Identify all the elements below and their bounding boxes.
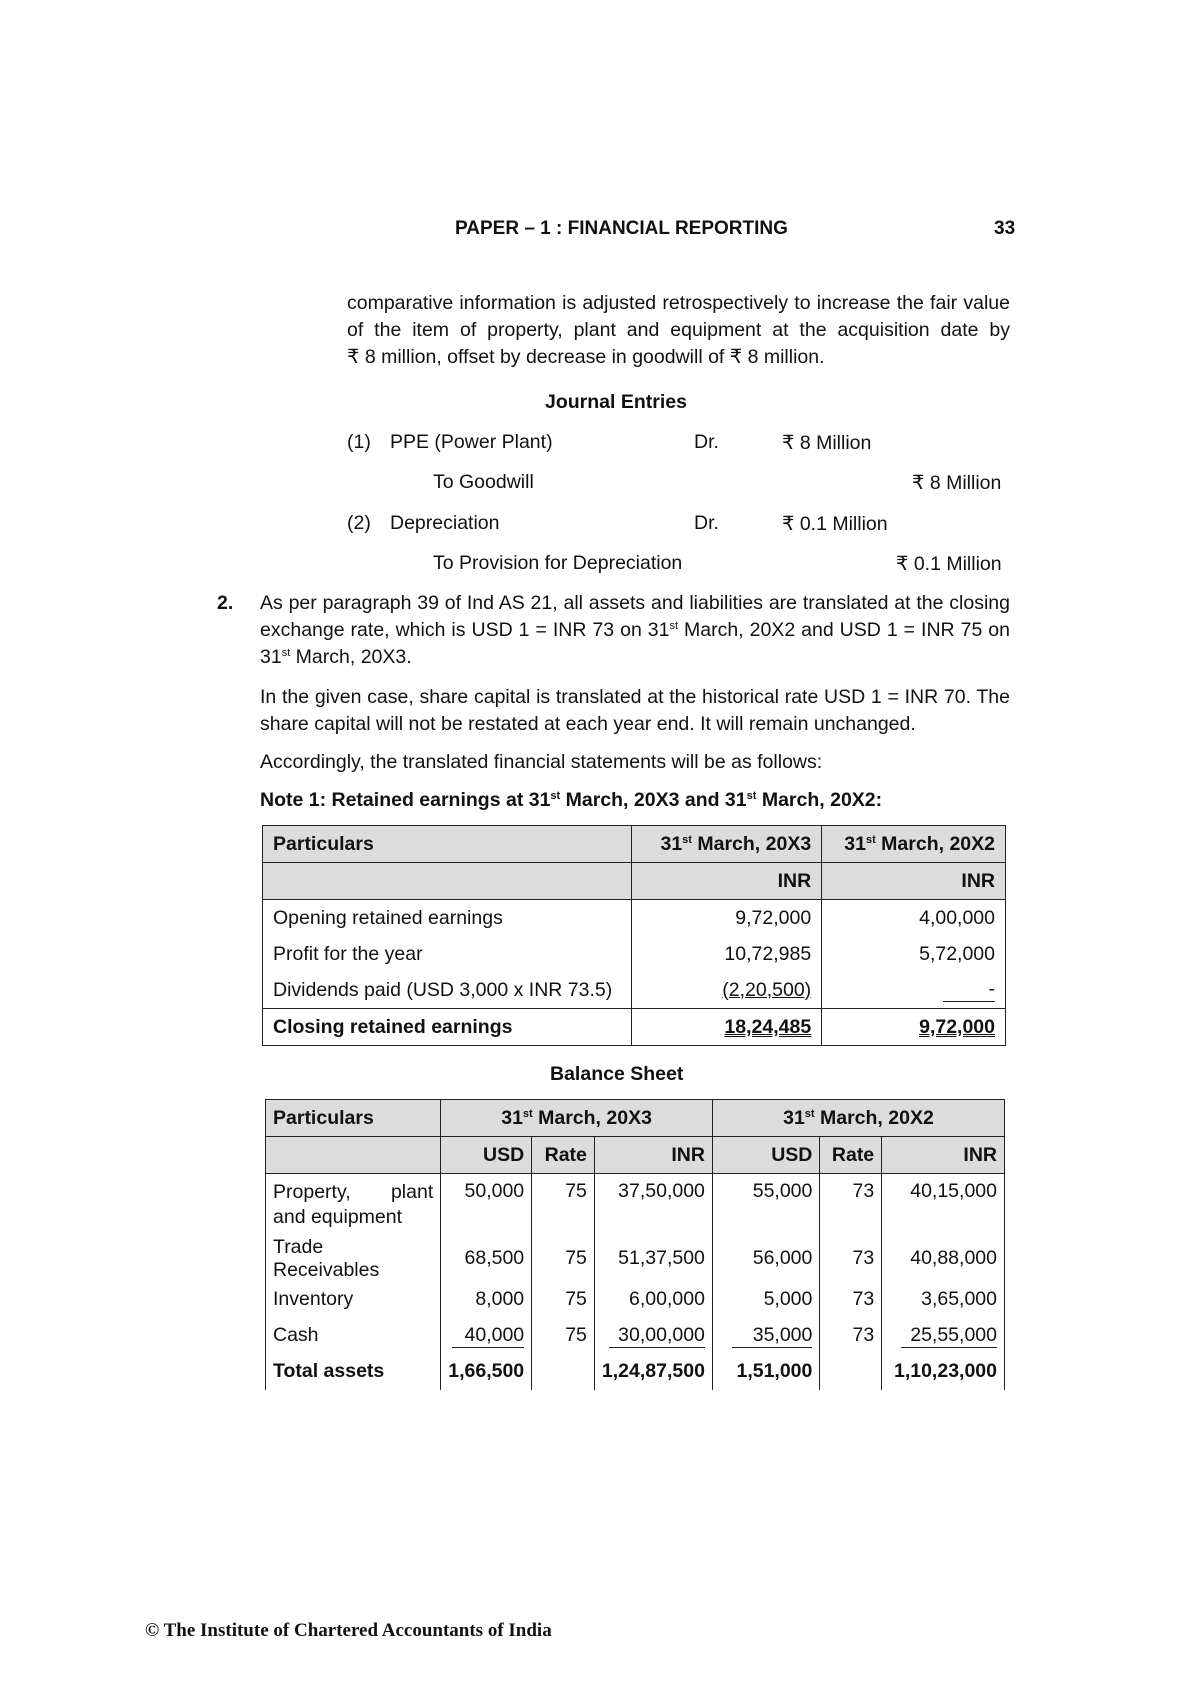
q2-line: As per paragraph 39 of Ind AS 21, all assets and liabilities are translated at the closing (260, 592, 1010, 614)
retained-earnings-table (262, 825, 1006, 1046)
inr-cell (594, 1318, 712, 1354)
table-row (266, 1236, 1005, 1282)
superscript: st (522, 1107, 533, 1120)
header-col-20x3 (441, 1100, 713, 1137)
label-line: and equipment (273, 1206, 403, 1228)
text: March, 20X3. (290, 646, 412, 668)
inr-cell: 1,24,87,500 (594, 1354, 712, 1390)
subheader-rate: Rate (532, 1137, 595, 1174)
value: - (943, 978, 995, 1002)
q2-paragraph-2 (260, 684, 1010, 738)
journal-heading: Journal Entries (545, 391, 687, 413)
unit-cell: INR (822, 863, 1006, 900)
row-label: Inventory (266, 1282, 441, 1318)
table-row (263, 900, 1006, 937)
page-number: 33 (994, 218, 1016, 239)
q2-line (260, 644, 1010, 671)
table-total-row (263, 1009, 1006, 1046)
entry-number: (2) (347, 512, 371, 534)
q2-line (260, 617, 1010, 644)
row-label: Total assets (266, 1354, 441, 1390)
inr-cell: 1,10,23,000 (882, 1354, 1005, 1390)
rate-cell: 73 (820, 1174, 882, 1236)
table-row (266, 1282, 1005, 1318)
entry-credit-amount: ₹ 0.1 Million (896, 553, 1002, 575)
text: March, 20X2 (814, 1106, 934, 1129)
value: 35,000 (732, 1324, 812, 1348)
row-label: Cash (266, 1318, 441, 1354)
text: 31 (660, 832, 683, 855)
superscript: st (550, 790, 561, 802)
inr-cell: 6,00,000 (594, 1282, 712, 1318)
header-col-20x2 (712, 1100, 1004, 1137)
entry-debit-account: PPE (Power Plant) (390, 431, 553, 453)
empty-cell (266, 1137, 441, 1174)
usd-cell: 55,000 (712, 1174, 819, 1236)
rate-cell: 75 (532, 1236, 595, 1282)
table-row (263, 972, 1006, 1009)
text: March, 20X3 and 31 (560, 789, 747, 811)
row-label: Closing retained earnings (263, 1009, 632, 1046)
subheader-usd: USD (712, 1137, 819, 1174)
unit-cell: INR (632, 863, 822, 900)
header-col-20x3 (632, 826, 822, 863)
row-label: Profit for the year (263, 936, 632, 972)
inr-cell: 3,65,000 (882, 1282, 1005, 1318)
text: 31 (783, 1106, 805, 1129)
entry-debit-amount: ₹ 0.1 Million (782, 513, 888, 535)
text: 31 (844, 832, 866, 855)
inr-cell (882, 1318, 1005, 1354)
entry-credit-account: To Goodwill (433, 471, 534, 493)
intro-line: comparative information is adjusted retrospectively to increase the fair value (347, 292, 1010, 314)
value-cell: 10,72,985 (632, 936, 822, 972)
value: (2,20,500) (722, 978, 812, 1001)
intro-line: ₹ 8 million, offset by decrease in goodwill of ₹ 8 million. (347, 346, 825, 368)
usd-cell: 8,000 (441, 1282, 532, 1318)
value: 9,72,000 (919, 1015, 995, 1038)
rate-cell (820, 1354, 882, 1390)
subheader-usd: USD (441, 1137, 532, 1174)
rate-cell: 73 (820, 1318, 882, 1354)
rate-cell: 73 (820, 1236, 882, 1282)
superscript: st (746, 790, 757, 802)
q2-line: In the given case, share capital is translated at the historical rate USD 1 = INR 70. The (260, 686, 1010, 708)
table-row (266, 1318, 1005, 1354)
rate-cell (532, 1354, 595, 1390)
header-particulars: Particulars (263, 826, 632, 863)
entry-number: (1) (347, 431, 371, 453)
row-label: Opening retained earnings (263, 900, 632, 937)
text: March, 20X3 (691, 832, 812, 855)
q2-line: share capital will not be restated at each year end. It will remain unchanged. (260, 713, 916, 735)
value-cell (822, 1009, 1006, 1046)
superscript: st (669, 620, 679, 632)
intro-paragraph (347, 290, 1010, 371)
entry-debit-account: Depreciation (390, 512, 500, 534)
value-cell (822, 972, 1006, 1009)
value-cell (632, 972, 822, 1009)
value-cell: 5,72,000 (822, 936, 1006, 972)
balance-sheet-table (265, 1099, 1005, 1390)
paper-title: PAPER – 1 : FINANCIAL REPORTING (455, 218, 788, 239)
page-footer: © The Institute of Chartered Accountants of India (145, 1620, 552, 1641)
text: Property, (273, 1181, 351, 1203)
subheader-rate: Rate (820, 1137, 882, 1174)
usd-cell: 68,500 (441, 1236, 532, 1282)
value: 40,000 (452, 1324, 524, 1348)
entry-debit-amount: ₹ 8 Million (782, 432, 872, 454)
text: March, 20X2 and USD 1 = INR 75 on (678, 619, 1010, 641)
subheader-inr: INR (882, 1137, 1005, 1174)
text: 31 (260, 646, 282, 668)
table-unit-row (263, 863, 1006, 900)
value: 30,00,000 (609, 1324, 705, 1348)
inr-cell: 40,88,000 (882, 1236, 1005, 1282)
note-heading (260, 789, 882, 812)
header-col-20x2 (822, 826, 1006, 863)
q2-paragraph-3: Accordingly, the translated financial statements will be as follows: (260, 751, 823, 773)
text: March, 20X2 (875, 832, 995, 855)
balance-sheet-title: Balance Sheet (550, 1063, 684, 1085)
value: 25,55,000 (901, 1324, 997, 1348)
entry-credit-account: To Provision for Depreciation (433, 552, 683, 574)
text: plant (390, 1181, 434, 1203)
text: March, 20X2: (756, 789, 883, 811)
intro-line: of the item of property, plant and equipment at the acquisition date by (347, 319, 1010, 341)
usd-cell: 5,000 (712, 1282, 819, 1318)
label-line (273, 1180, 433, 1205)
rate-cell: 75 (532, 1282, 595, 1318)
table-header-row (266, 1100, 1005, 1137)
table-subheader-row (266, 1137, 1005, 1174)
header-particulars: Particulars (266, 1100, 441, 1137)
empty-cell (263, 863, 632, 900)
text: Note 1: Retained earnings at 31 (260, 789, 551, 811)
table-total-row (266, 1354, 1005, 1390)
table-header-row (263, 826, 1006, 863)
usd-cell (441, 1318, 532, 1354)
value-cell: 9,72,000 (632, 900, 822, 937)
superscript: st (682, 833, 692, 846)
rate-cell: 75 (532, 1318, 595, 1354)
entry-dr-label: Dr. (694, 431, 719, 453)
text: 31 (501, 1106, 523, 1129)
value: 18,24,485 (724, 1015, 812, 1038)
inr-cell: 37,50,000 (594, 1174, 712, 1236)
rate-cell: 73 (820, 1282, 882, 1318)
inr-cell: 40,15,000 (882, 1174, 1005, 1236)
inr-cell: 51,37,500 (594, 1236, 712, 1282)
table-row (266, 1174, 1005, 1236)
entry-dr-label: Dr. (694, 512, 719, 534)
superscript: st (865, 833, 876, 846)
table-row (263, 936, 1006, 972)
text: exchange rate, which is USD 1 = INR 73 on 31 (260, 619, 670, 641)
usd-cell: 1,66,500 (441, 1354, 532, 1390)
row-label: Dividends paid (USD 3,000 x INR 73.5) (263, 972, 632, 1009)
usd-cell: 50,000 (441, 1174, 532, 1236)
usd-cell: 1,51,000 (712, 1354, 819, 1390)
value-cell: 4,00,000 (822, 900, 1006, 937)
value-cell (632, 1009, 822, 1046)
q2-paragraph-1 (260, 590, 1010, 671)
question-number: 2. (217, 592, 234, 614)
usd-cell (712, 1318, 819, 1354)
superscript: st (281, 647, 291, 659)
text: March, 20X3 (532, 1106, 652, 1129)
superscript: st (804, 1107, 815, 1120)
row-label (266, 1174, 441, 1236)
row-label: Trade Receivables (266, 1236, 441, 1282)
subheader-inr: INR (594, 1137, 712, 1174)
entry-credit-amount: ₹ 8 Million (912, 472, 1002, 494)
usd-cell: 56,000 (712, 1236, 819, 1282)
rate-cell: 75 (532, 1174, 595, 1236)
